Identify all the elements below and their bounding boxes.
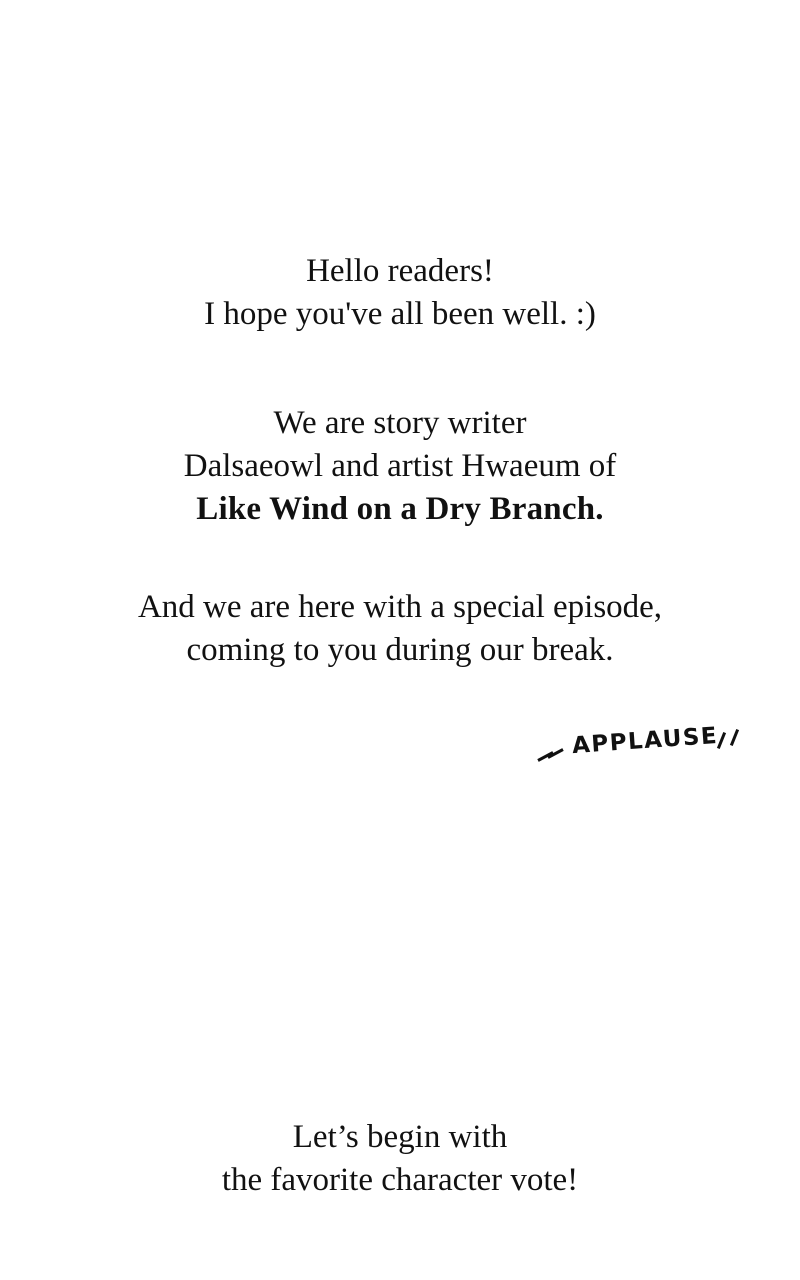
intro-title-line: Like Wind on a Dry Branch. <box>196 490 604 527</box>
greeting-block <box>0 252 800 334</box>
announcement-line-1: And we are here with a special episode, <box>137 589 663 625</box>
greeting-line-1: Hello readers! <box>306 253 494 289</box>
closing-line-2: the favorite character vote! <box>221 1161 579 1198</box>
announcement-block <box>0 588 800 670</box>
intro-block <box>0 404 800 529</box>
applause-left-tick-2 <box>547 748 563 759</box>
intro-line-1: We are story writer <box>273 405 527 441</box>
applause-right-tick-2 <box>730 729 739 746</box>
greeting-line-2: I hope you've all been well. :) <box>204 295 596 332</box>
intro-line-2: Dalsaeowl and artist Hwaeum of <box>183 447 617 484</box>
applause-sound-effect <box>530 716 760 786</box>
applause-text: APPLAUSE <box>571 722 719 760</box>
closing-line-1: Let’s begin with <box>292 1119 508 1155</box>
closing-block <box>0 1118 800 1200</box>
announcement-line-2: coming to you during our break. <box>186 631 614 668</box>
